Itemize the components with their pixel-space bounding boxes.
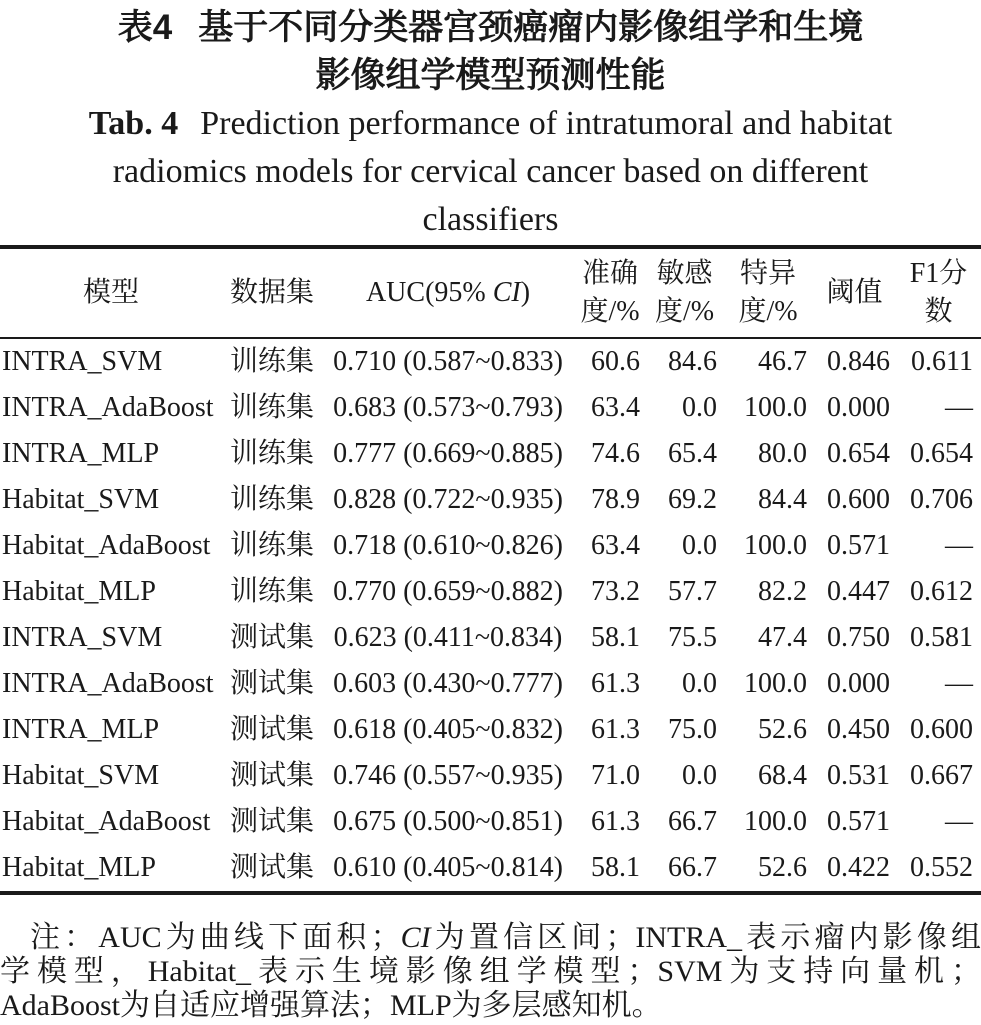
table-body (0, 338, 981, 893)
cell-sensitivity: 84.6 (668, 346, 717, 377)
cell-model: INTRA_AdaBoost (2, 392, 214, 423)
table-title-zh (0, 0, 981, 100)
header-f1 (896, 247, 981, 338)
cell-accuracy: 58.1 (591, 622, 640, 653)
cell-threshold: 0.531 (827, 760, 890, 791)
cell-accuracy: 61.3 (591, 714, 640, 745)
cell-dataset: 训练集 (229, 346, 314, 377)
table-row (0, 338, 981, 385)
cell-accuracy: 71.0 (591, 760, 640, 791)
cell-sensitivity: 0.0 (682, 392, 717, 423)
cell-model: Habitat_MLP (2, 852, 156, 883)
cell-accuracy: 63.4 (591, 392, 640, 423)
cell-auc: 0.623 (0.411~0.834) (333, 622, 563, 653)
table-title-en-line3: classifiers (422, 201, 559, 238)
table-row (0, 707, 981, 753)
cell-dataset: 训练集 (229, 392, 314, 423)
cell-f1: 0.600 (910, 714, 973, 745)
cell-dataset: 训练集 (229, 576, 314, 607)
cell-f1: — (945, 392, 973, 423)
header-sensitivity-line2: 度/% (654, 296, 715, 327)
table-title-en-line2: radiomics models for cervical cancer based on different (112, 153, 869, 190)
cell-model: INTRA_SVM (2, 346, 163, 377)
cell-accuracy: 78.9 (591, 484, 640, 515)
cell-dataset: 测试集 (229, 852, 314, 883)
cell-sensitivity: 57.7 (668, 576, 717, 607)
table-row (0, 477, 981, 523)
header-threshold: 阈值 (813, 247, 896, 338)
cell-auc: 0.828 (0.722~0.935) (333, 484, 563, 515)
cell-sensitivity: 69.2 (668, 484, 717, 515)
header-model: 模型 (0, 247, 222, 338)
cell-accuracy: 58.1 (591, 852, 640, 883)
cell-dataset: 测试集 (229, 622, 314, 653)
cell-threshold: 0.654 (827, 438, 890, 469)
cell-f1: 0.667 (910, 760, 973, 791)
cell-threshold: 0.571 (827, 806, 890, 837)
cell-accuracy: 61.3 (591, 668, 640, 699)
cell-sensitivity: 75.0 (668, 714, 717, 745)
results-table (0, 245, 981, 895)
cell-auc: 0.770 (0.659~0.882) (333, 576, 563, 607)
cell-sensitivity: 0.0 (682, 668, 717, 699)
cell-dataset: 测试集 (229, 668, 314, 699)
cell-specificity: 100.0 (744, 668, 807, 699)
cell-threshold: 0.422 (827, 852, 890, 883)
cell-model: Habitat_SVM (2, 760, 160, 791)
header-auc-post: ) (520, 277, 531, 308)
cell-model: Habitat_MLP (2, 576, 156, 607)
cell-threshold: 0.450 (827, 714, 890, 745)
table-title-en (0, 100, 981, 244)
header-auc (322, 247, 574, 338)
table-title-en-text: Prediction performance of intratumoral and habitat (200, 105, 893, 142)
cell-auc: 0.777 (0.669~0.885) (333, 438, 563, 469)
table-title-en-line1 (0, 100, 981, 148)
table-number-zh: 表4 (117, 8, 173, 47)
cell-model: INTRA_MLP (2, 438, 160, 469)
cell-accuracy: 60.6 (591, 346, 640, 377)
note-line-3: AdaBoost为自适应增强算法；MLP为多层感知机。 (0, 989, 662, 1022)
header-f1-line2: 数 (924, 296, 953, 327)
cell-threshold: 0.846 (827, 346, 890, 377)
cell-sensitivity: 0.0 (682, 530, 717, 561)
header-accuracy (574, 247, 646, 338)
cell-sensitivity: 65.4 (668, 438, 717, 469)
cell-model: Habitat_AdaBoost (2, 806, 211, 837)
header-accuracy-line2: 度/% (580, 296, 640, 327)
cell-specificity: 82.2 (758, 576, 807, 607)
table-row (0, 615, 981, 661)
table-row (0, 845, 981, 893)
header-specificity-line2: 度/% (738, 296, 798, 327)
cell-f1: — (945, 530, 973, 561)
cell-threshold: 0.571 (827, 530, 890, 561)
cell-specificity: 46.7 (758, 346, 807, 377)
cell-dataset: 训练集 (229, 438, 314, 469)
cell-threshold: 0.000 (827, 668, 890, 699)
table-number-en: Tab. 4 (88, 105, 179, 142)
cell-dataset: 测试集 (229, 806, 314, 837)
cell-auc: 0.610 (0.405~0.814) (333, 852, 563, 883)
cell-specificity: 100.0 (744, 392, 807, 423)
cell-auc: 0.746 (0.557~0.935) (333, 760, 563, 791)
table-title-zh-line2: 影像组学模型预测性能 (315, 56, 666, 95)
cell-threshold: 0.750 (827, 622, 890, 653)
cell-sensitivity: 75.5 (668, 622, 717, 653)
cell-sensitivity: 66.7 (668, 852, 717, 883)
cell-f1: 0.552 (910, 852, 973, 883)
cell-model: Habitat_SVM (2, 484, 160, 515)
note-line-1-post: 为置信区间；INTRA_表示瘤内影像组 (430, 921, 981, 954)
cell-dataset: 测试集 (229, 714, 314, 745)
cell-specificity: 52.6 (758, 852, 807, 883)
note-line-2: 学模型，Habitat_表示生境影像组学模型；SVM为支持向量机； (0, 955, 981, 988)
cell-auc: 0.683 (0.573~0.793) (333, 392, 563, 423)
cell-f1: 0.581 (910, 622, 973, 653)
cell-specificity: 80.0 (758, 438, 807, 469)
table-row (0, 431, 981, 477)
cell-auc: 0.718 (0.610~0.826) (333, 530, 563, 561)
cell-model: Habitat_AdaBoost (2, 530, 211, 561)
table-note (0, 921, 981, 1023)
cell-model: INTRA_SVM (2, 622, 163, 653)
cell-dataset: 测试集 (229, 760, 314, 791)
header-specificity (723, 247, 813, 338)
cell-accuracy: 73.2 (591, 576, 640, 607)
table-row (0, 753, 981, 799)
cell-f1: — (945, 668, 973, 699)
table-row (0, 385, 981, 431)
header-sensitivity (646, 247, 723, 338)
cell-specificity: 47.4 (758, 622, 807, 653)
table-row (0, 661, 981, 707)
cell-specificity: 100.0 (744, 530, 807, 561)
cell-threshold: 0.000 (827, 392, 890, 423)
table-row (0, 523, 981, 569)
cell-accuracy: 61.3 (591, 806, 640, 837)
cell-sensitivity: 66.7 (668, 806, 717, 837)
header-dataset: 数据集 (222, 247, 322, 338)
header-auc-pre: AUC(95% (365, 277, 493, 308)
cell-auc: 0.618 (0.405~0.832) (333, 714, 563, 745)
cell-specificity: 52.6 (758, 714, 807, 745)
cell-auc: 0.603 (0.430~0.777) (333, 668, 563, 699)
header-row (0, 247, 981, 338)
cell-specificity: 84.4 (758, 484, 807, 515)
cell-specificity: 100.0 (744, 806, 807, 837)
cell-auc: 0.675 (0.500~0.851) (333, 806, 563, 837)
table-header (0, 247, 981, 338)
table-title-zh-text: 基于不同分类器宫颈癌瘤内影像组学和生境 (198, 8, 864, 47)
table-row (0, 569, 981, 615)
note-line-1 (0, 921, 981, 955)
cell-f1: — (945, 806, 973, 837)
header-specificity-line1: 特异 (739, 258, 796, 289)
header-f1-line1: F1分 (909, 258, 968, 289)
header-auc-ci: CI (492, 277, 521, 308)
table-row (0, 799, 981, 845)
cell-f1: 0.612 (910, 576, 973, 607)
header-sensitivity-line1: 敏感 (656, 258, 713, 289)
cell-specificity: 68.4 (758, 760, 807, 791)
cell-accuracy: 74.6 (591, 438, 640, 469)
cell-sensitivity: 0.0 (682, 760, 717, 791)
cell-threshold: 0.600 (827, 484, 890, 515)
cell-accuracy: 63.4 (591, 530, 640, 561)
cell-model: INTRA_MLP (2, 714, 160, 745)
cell-f1: 0.654 (910, 438, 973, 469)
cell-threshold: 0.447 (827, 576, 890, 607)
cell-auc: 0.710 (0.587~0.833) (333, 346, 563, 377)
cell-dataset: 训练集 (229, 484, 314, 515)
table-title-zh-line1 (0, 4, 981, 52)
note-line-1-pre: 注：AUC为曲线下面积； (30, 921, 401, 954)
cell-f1: 0.611 (911, 346, 973, 377)
cell-model: INTRA_AdaBoost (2, 668, 214, 699)
header-accuracy-line1: 准确 (581, 258, 638, 289)
cell-f1: 0.706 (910, 484, 973, 515)
note-ci-italic: CI (400, 921, 431, 954)
cell-dataset: 训练集 (229, 530, 314, 561)
